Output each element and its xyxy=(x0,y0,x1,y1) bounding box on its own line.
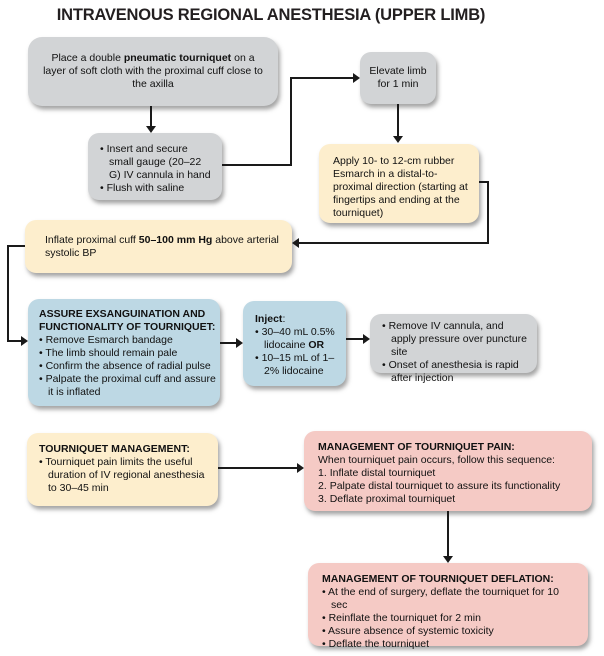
text-line: • Insert and secure small gauge (20–22 G) IV cannula in hand xyxy=(100,143,211,181)
list-marker: • xyxy=(100,182,107,194)
arrowhead-inflate-to-assure xyxy=(21,336,28,346)
flow-box-assure-exsanguination xyxy=(28,299,220,406)
list-marker: • xyxy=(322,625,329,637)
text-line: • At the end of surgery, deflate the tourniquet for 10 sec xyxy=(322,586,559,611)
text-line: • Onset of anesthesia is rapid after injection xyxy=(382,359,519,384)
text-line: • Remove IV cannula, and apply pressure over puncture site xyxy=(382,320,527,358)
connector-inject-to-remove xyxy=(346,338,363,340)
arrowhead-management-to-pain xyxy=(297,463,304,473)
text-line: • Flush with saline xyxy=(100,182,185,194)
text-line: MANAGEMENT OF TOURNIQUET PAIN: xyxy=(318,441,515,453)
flow-box-tourniquet-pain xyxy=(304,431,592,511)
flow-box-inflate-cuff xyxy=(25,220,292,273)
text-line: • Remove Esmarch bandage xyxy=(39,334,173,346)
arrowhead-elevate-to-esmarch xyxy=(393,136,403,143)
flow-box-tourniquet-management xyxy=(27,433,218,506)
list-marker: • xyxy=(39,360,46,372)
text-line: Inflate proximal cuff 50–100 mm Hg above arterial systolic BP xyxy=(45,233,279,259)
connector-place-to-insert xyxy=(150,106,152,127)
text-line: • Deflate the tourniquet xyxy=(322,638,429,650)
flow-box-insert-cannula xyxy=(88,133,222,200)
connector-inflate-to-assure-h2 xyxy=(7,340,21,342)
text-line: MANAGEMENT OF TOURNIQUET DEFLATION: xyxy=(322,573,554,585)
connector-insert-to-elevate-h2 xyxy=(292,77,353,79)
list-marker: • xyxy=(255,326,262,338)
text-line: 2. Palpate distal tourniquet to assure its functionality xyxy=(318,480,561,492)
list-marker: • xyxy=(322,638,329,650)
connector-assure-to-inject xyxy=(220,342,237,344)
text-line: ASSURE EXSANGUINATION AND FUNCTIONALITY OF TOURNIQUET: xyxy=(39,308,216,333)
text-line: • 30–40 mL 0.5% lidocaine OR xyxy=(255,326,335,351)
text-line: • Assure absence of systemic toxicity xyxy=(322,625,494,637)
text-line: • Reinflate the tourniquet for 2 min xyxy=(322,612,481,624)
connector-inflate-to-assure-h1 xyxy=(7,245,25,247)
text-line: • Tourniquet pain limits the useful duration of IV regional anesthesia to 30–45 min xyxy=(39,456,205,494)
list-marker: 2. xyxy=(318,480,330,492)
flow-box-tourniquet-deflation xyxy=(308,563,588,650)
list-marker: • xyxy=(322,612,329,624)
text-line: Place a double pneumatic tourniquet on a layer of soft cloth with the proximal cuff close to the axilla xyxy=(43,52,263,90)
list-marker: 1. xyxy=(318,467,330,479)
text-line: • Palpate the proximal cuff and assure it is inflated xyxy=(39,373,216,398)
connector-insert-to-elevate-v xyxy=(290,77,292,166)
list-marker: • xyxy=(382,359,389,371)
text-line: 1. Inflate distal tourniquet xyxy=(318,467,436,479)
connector-inflate-to-assure-v xyxy=(7,245,9,342)
text-line: 3. Deflate proximal tourniquet xyxy=(318,493,456,505)
connector-insert-to-elevate-h1 xyxy=(222,164,292,166)
flow-box-apply-esmarch xyxy=(319,144,479,223)
connector-elevate-to-esmarch xyxy=(397,104,399,137)
arrowhead-inject-to-remove xyxy=(363,334,370,344)
text-line: • The limb should remain pale xyxy=(39,347,178,359)
connector-esmarch-to-inflate-v xyxy=(487,181,489,244)
flow-box-remove-cannula xyxy=(370,314,537,384)
connector-pain-to-deflation xyxy=(447,511,449,557)
list-marker: • xyxy=(255,352,262,364)
arrowhead-esmarch-to-inflate xyxy=(292,238,299,248)
list-marker: 3. xyxy=(318,493,330,505)
flow-box-place-tourniquet xyxy=(28,37,278,106)
arrowhead-place-to-insert xyxy=(146,126,156,133)
list-marker: • xyxy=(100,143,107,155)
text-line: Apply 10- to 12-cm rubber Esmarch in a distal-to-proximal direction (starting at fingertips and ending at the tourniquet) xyxy=(333,155,468,219)
list-marker: • xyxy=(382,320,389,332)
flow-box-elevate-limb xyxy=(360,52,436,104)
connector-management-to-pain xyxy=(218,467,297,469)
list-marker: • xyxy=(39,373,46,385)
list-marker: • xyxy=(322,586,329,598)
text-line: • Confirm the absence of radial pulse xyxy=(39,360,211,372)
text-line: Inject: xyxy=(255,313,286,325)
text-line: When tourniquet pain occurs, follow this sequence: xyxy=(318,454,555,466)
arrowhead-assure-to-inject xyxy=(236,338,243,348)
arrowhead-pain-to-deflation xyxy=(443,556,453,563)
list-marker: • xyxy=(39,456,46,468)
text-line: • 10–15 mL of 1–2% lidocaine xyxy=(255,352,335,377)
text-line: Elevate limb for 1 min xyxy=(369,65,427,90)
list-marker: • xyxy=(39,334,46,346)
text-line: TOURNIQUET MANAGEMENT: xyxy=(39,443,190,455)
page-title: INTRAVENOUS REGIONAL ANESTHESIA (UPPER LIMB) xyxy=(56,6,486,24)
list-marker: • xyxy=(39,347,46,359)
arrowhead-insert-to-elevate xyxy=(353,73,360,83)
flow-box-inject xyxy=(243,301,346,386)
connector-esmarch-to-inflate-h2 xyxy=(299,242,489,244)
